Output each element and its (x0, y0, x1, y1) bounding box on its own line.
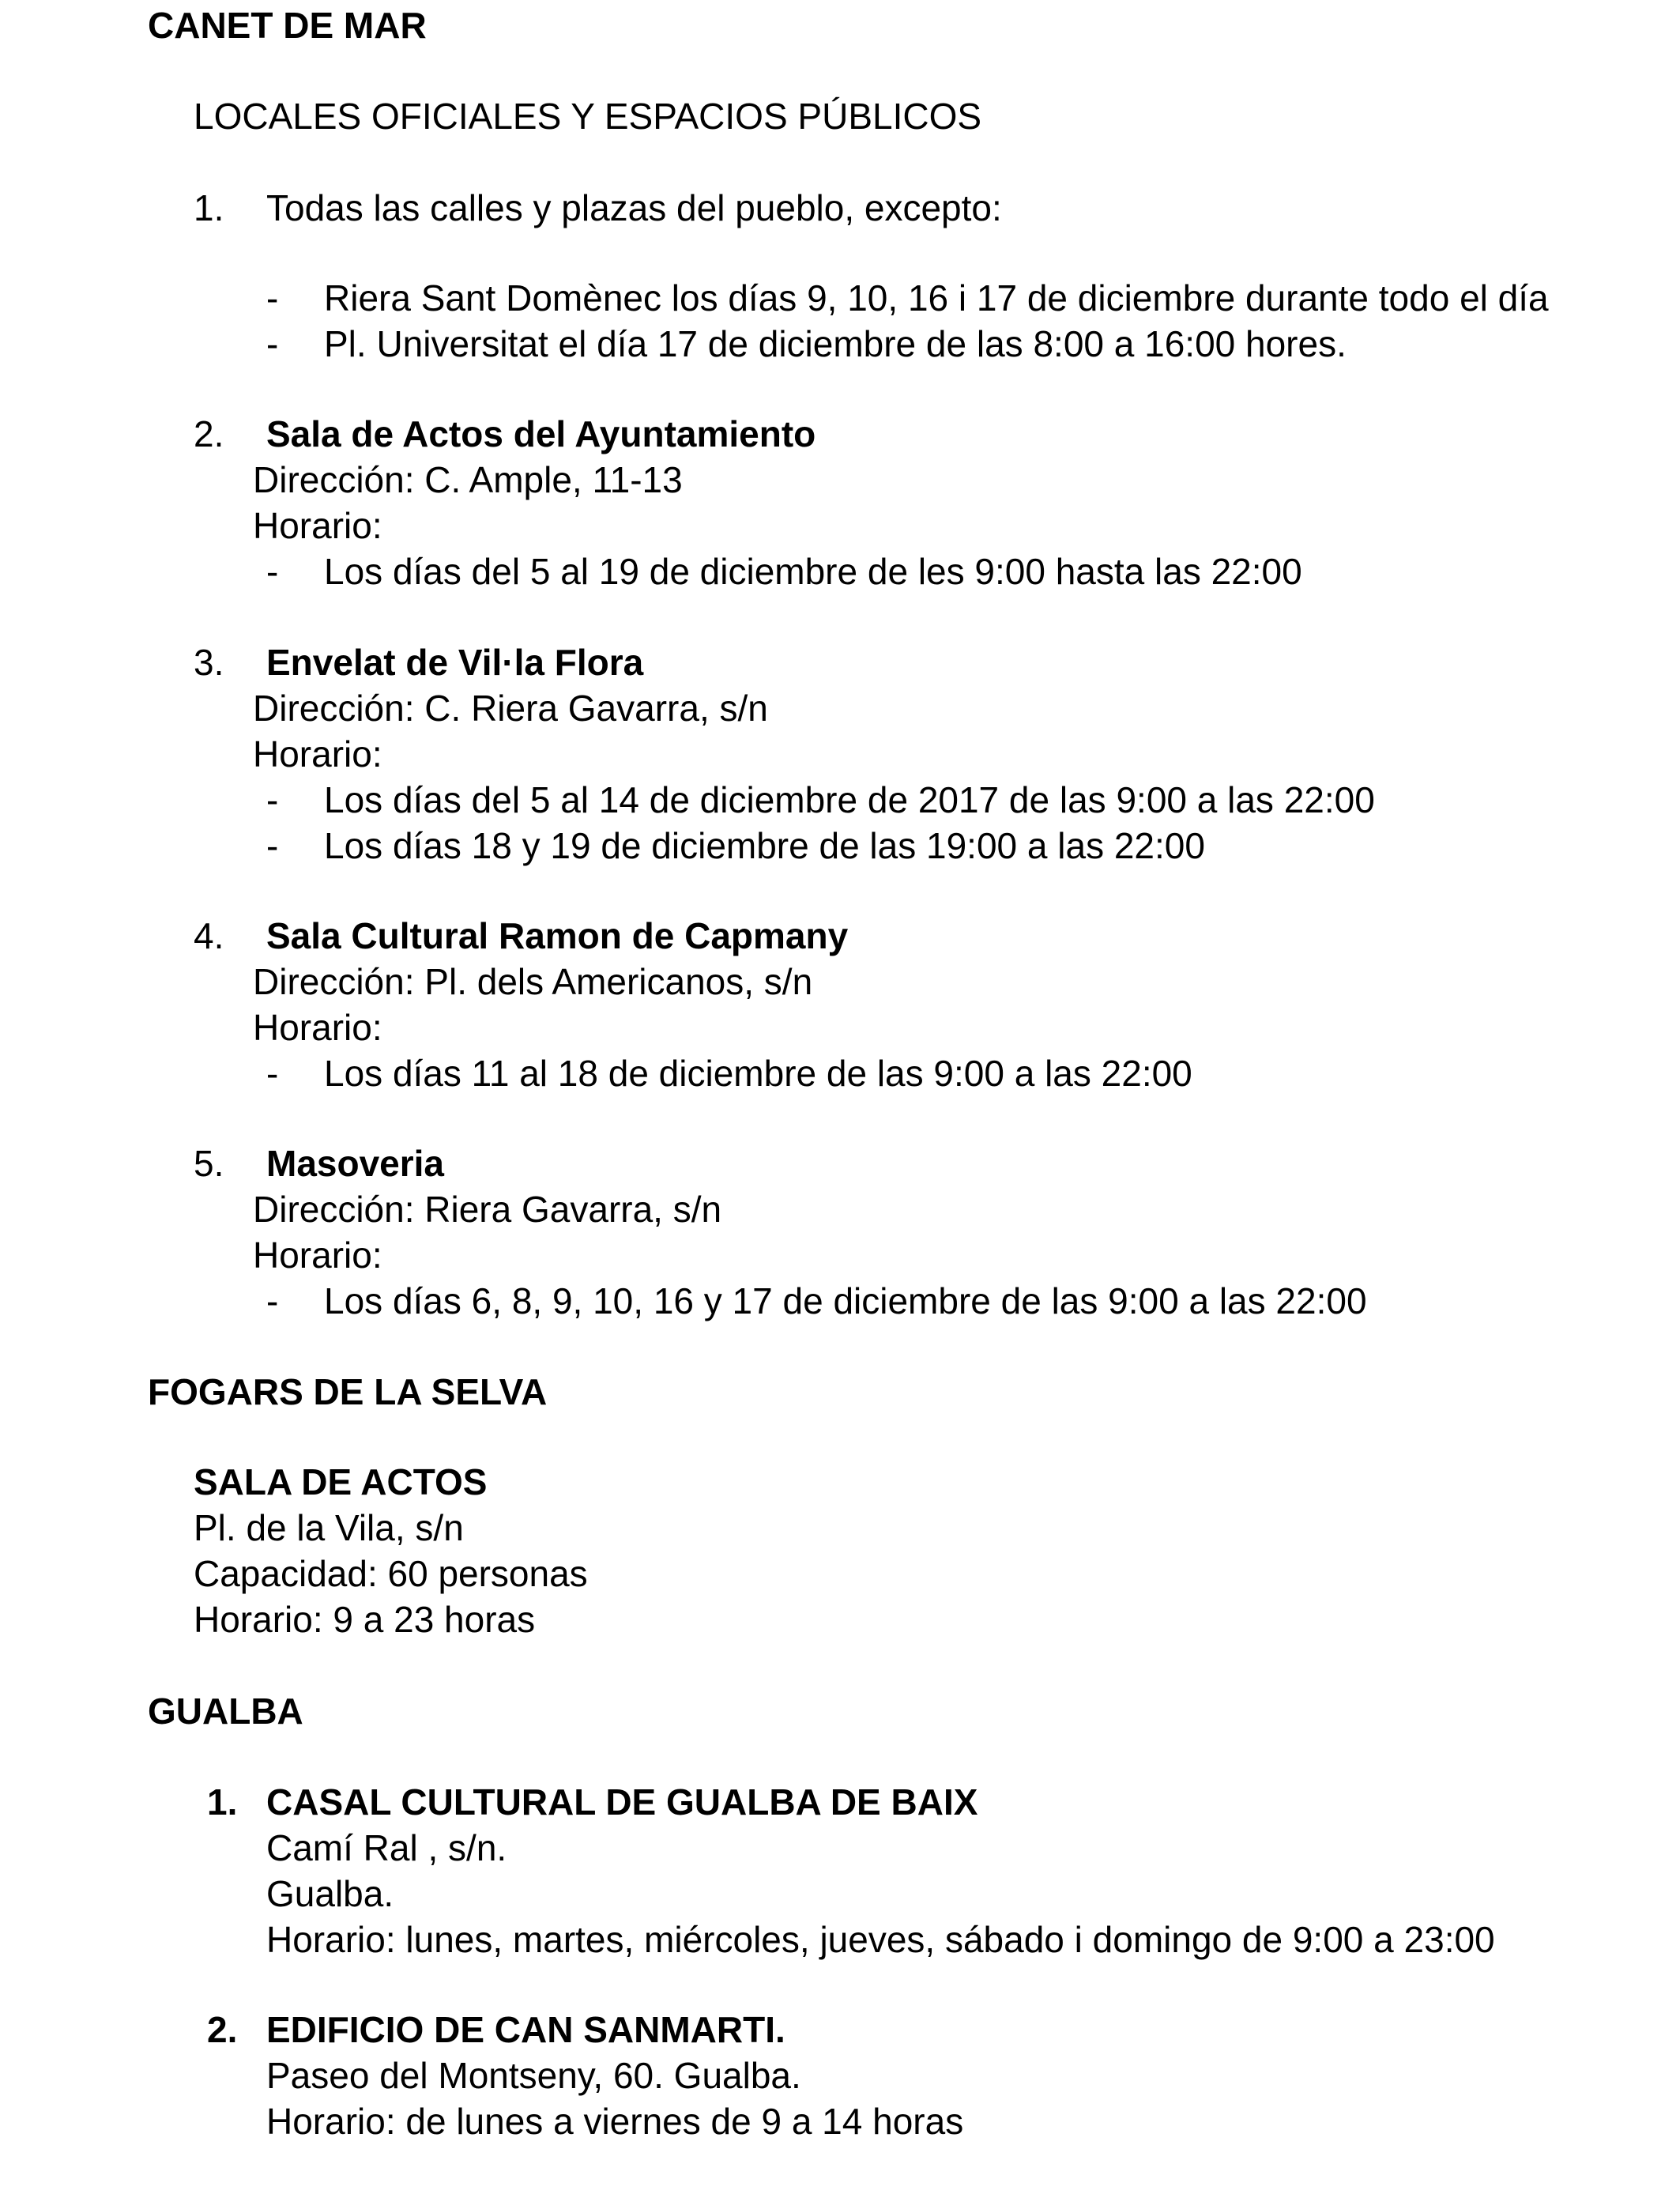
bullet-dash: - (266, 825, 279, 866)
bullet-text: Los días 11 al 18 de diciembre de las 9:00 a las 22:00 (324, 1053, 1192, 1094)
venue-name: Sala de Actos del Ayuntamiento (266, 413, 816, 454)
schedule-label: Horario: (253, 1235, 382, 1276)
list-number: 5. (194, 1143, 224, 1184)
venue-address: Paseo del Montseny, 60. Gualba. (266, 2055, 801, 2096)
list-number: 1. (207, 1781, 238, 1823)
venue-address: Dirección: C. Riera Gavarra, s/n (253, 688, 768, 729)
bullet-dash: - (266, 779, 279, 820)
venue-name: CASAL CULTURAL DE GUALBA DE BAIX (266, 1781, 978, 1823)
schedule-label: Horario: (253, 505, 382, 546)
venue-name: SALA DE ACTOS (194, 1461, 488, 1502)
bullet-dash: - (266, 323, 279, 364)
list-number: 3. (194, 642, 224, 683)
bullet-text: Pl. Universitat el día 17 de diciembre de las 8:00 a 16:00 hores. (324, 323, 1347, 364)
bullet-dash: - (266, 551, 279, 592)
venue-address: Dirección: C. Ample, 11-13 (253, 459, 683, 500)
venue-schedule: Horario: 9 a 23 horas (194, 1599, 536, 1640)
list-number: 2. (207, 2009, 238, 2050)
bullet-dash: - (266, 1280, 279, 1321)
schedule-label: Horario: (253, 1007, 382, 1048)
section-title-canet: CANET DE MAR (148, 5, 427, 46)
venue-name: Envelat de Vil·la Flora (266, 642, 644, 683)
schedule-label: Horario: (253, 733, 382, 775)
section-subtitle-canet: LOCALES OFICIALES Y ESPACIOS PÚBLICOS (194, 96, 982, 137)
venue-address: Dirección: Riera Gavarra, s/n (253, 1189, 722, 1230)
venue-town: Gualba. (266, 1873, 394, 1914)
venue-capacity: Capacidad: 60 personas (194, 1553, 588, 1594)
bullet-text: Los días del 5 al 14 de diciembre de 2017 de las 9:00 a las 22:00 (324, 779, 1375, 820)
venue-address: Pl. de la Vila, s/n (194, 1507, 464, 1548)
bullet-text: Los días del 5 al 19 de diciembre de les 9:00 hasta las 22:00 (324, 551, 1302, 592)
bullet-dash: - (266, 1053, 279, 1094)
bullet-text: Riera Sant Domènec los días 9, 10, 16 i 17 de diciembre durante todo el día (324, 277, 1549, 319)
list-number: 4. (194, 915, 224, 956)
bullet-text: Los días 6, 8, 9, 10, 16 y 17 de diciembre de las 9:00 a las 22:00 (324, 1280, 1367, 1321)
venue-name: Masoveria (266, 1143, 445, 1184)
list-number: 2. (194, 413, 224, 454)
venue-name: Sala Cultural Ramon de Capmany (266, 915, 849, 956)
bullet-text: Los días 18 y 19 de diciembre de las 19:00 a las 22:00 (324, 825, 1205, 866)
venue-address: Dirección: Pl. dels Americanos, s/n (253, 961, 813, 1002)
list-item-text: Todas las calles y plazas del pueblo, excepto: (266, 187, 1002, 228)
venue-address: Camí Ral , s/n. (266, 1827, 507, 1868)
section-title-fogars: FOGARS DE LA SELVA (148, 1371, 548, 1412)
section-title-gualba: GUALBA (148, 1691, 303, 1732)
venue-schedule: Horario: lunes, martes, miércoles, jueves, sábado i domingo de 9:00 a 23:00 (266, 1919, 1495, 1960)
bullet-dash: - (266, 277, 279, 319)
list-number: 1. (194, 187, 224, 228)
venue-schedule: Horario: de lunes a viernes de 9 a 14 horas (266, 2101, 964, 2142)
venue-name: EDIFICIO DE CAN SANMARTI. (266, 2009, 785, 2050)
